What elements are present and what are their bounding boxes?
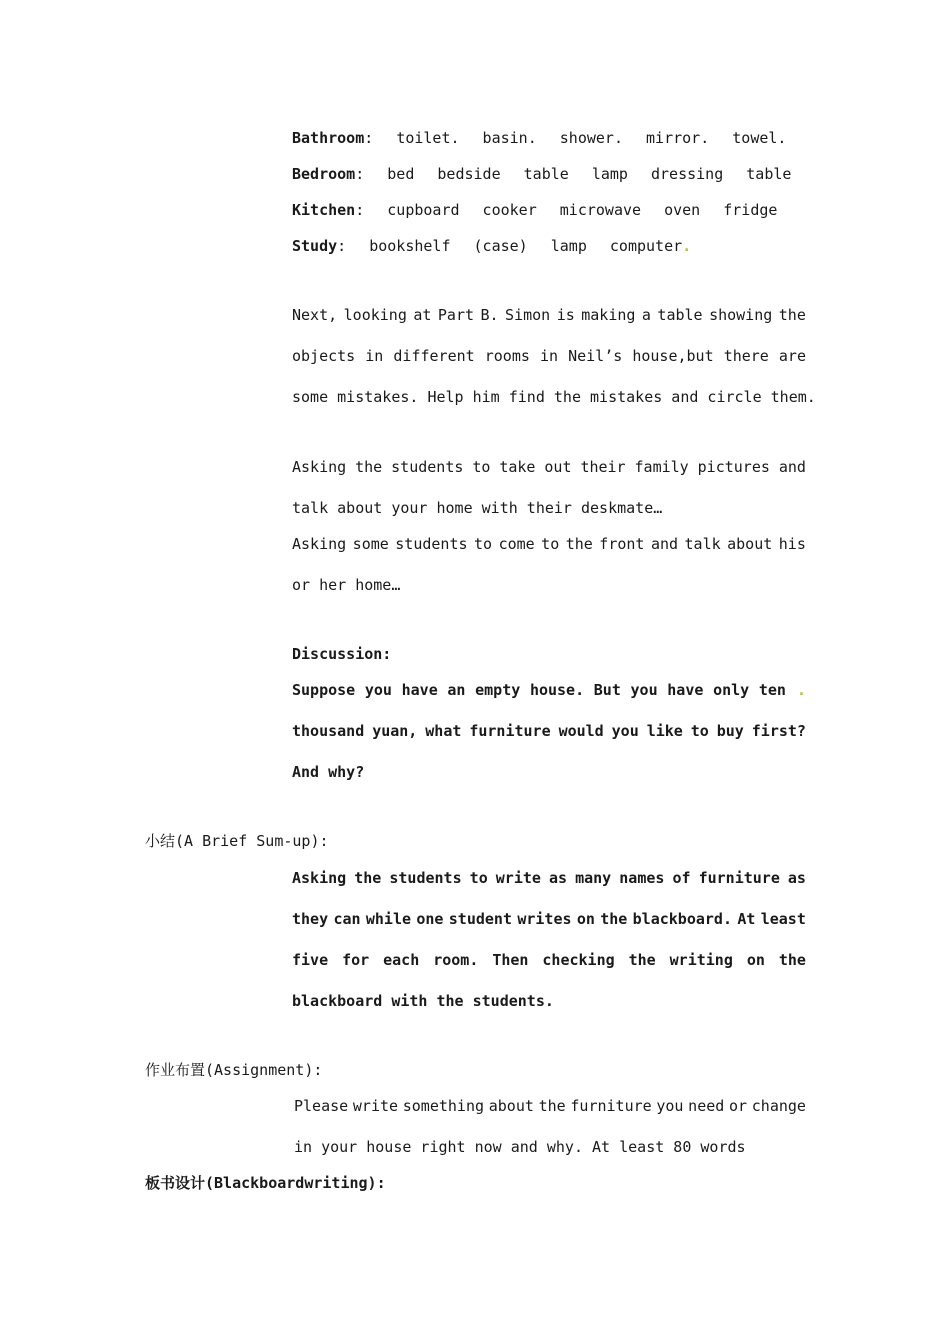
- pictures-line-3: Asking some students to come to the front and talk about his: [292, 535, 806, 553]
- discussion-mark: .: [796, 681, 806, 699]
- room-items: bed bedside table lamp dressing table: [387, 165, 792, 183]
- part-b-line-1: Next, looking at Part B. Simon is making a table showing the: [292, 306, 806, 324]
- room-sep: :: [355, 201, 365, 219]
- discussion-line-2: thousand yuan, what furniture would you like to buy first?: [292, 722, 806, 740]
- summary-line-3: five for each room. Then checking the writing on the: [292, 951, 806, 969]
- room-label: Bathroom: [292, 129, 365, 147]
- summary-heading: 小结(A Brief Sum-up):: [145, 832, 329, 850]
- discussion-heading: Discussion:: [292, 645, 392, 663]
- summary-line-1: Asking the students to write as many names of furniture as: [292, 869, 806, 887]
- room-items: bookshelf (case) lamp computer: [369, 237, 683, 255]
- pictures-line-4: or her home…: [292, 576, 401, 594]
- assignment-heading: 作业布置(Assignment):: [145, 1061, 323, 1079]
- part-b-line-2: objects in different rooms in Neil’s house,but there are: [292, 347, 806, 365]
- assignment-line-1: Please write something about the furniture you need or change: [294, 1097, 806, 1115]
- pictures-line-2: talk about your home with their deskmate…: [292, 499, 663, 517]
- room-sep: :: [337, 237, 347, 255]
- end-mark: .: [682, 237, 692, 255]
- pictures-line-1: Asking the students to take out their family pictures and: [292, 458, 806, 476]
- assignment-line-2: in your house right now and why. At least 80 words: [294, 1138, 746, 1156]
- room-kitchen: [292, 200, 777, 220]
- room-sep: :: [355, 165, 365, 183]
- room-label: Bedroom: [292, 165, 356, 183]
- room-items: toilet. basin. shower. mirror. towel.: [396, 129, 787, 147]
- room-label: Kitchen: [292, 201, 356, 219]
- room-items: cupboard cooker microwave oven fridge: [387, 201, 778, 219]
- discussion-line-1: [292, 680, 806, 700]
- room-study: [292, 236, 691, 256]
- room-bathroom: [292, 128, 786, 148]
- room-sep: :: [364, 129, 374, 147]
- discussion-line-3: And why?: [292, 763, 365, 781]
- discussion-line-1-text: Suppose you have an empty house. But you have only ten: [292, 681, 786, 699]
- room-label: Study: [292, 237, 338, 255]
- summary-line-2: they can while one student writes on the blackboard. At least: [292, 910, 806, 928]
- room-bedroom: [292, 164, 791, 184]
- part-b-line-3: some mistakes. Help him find the mistakes and circle them.: [292, 388, 816, 406]
- summary-line-4: blackboard with the students.: [292, 992, 554, 1010]
- blackboard-heading: 板书设计(Blackboardwriting):: [145, 1174, 386, 1192]
